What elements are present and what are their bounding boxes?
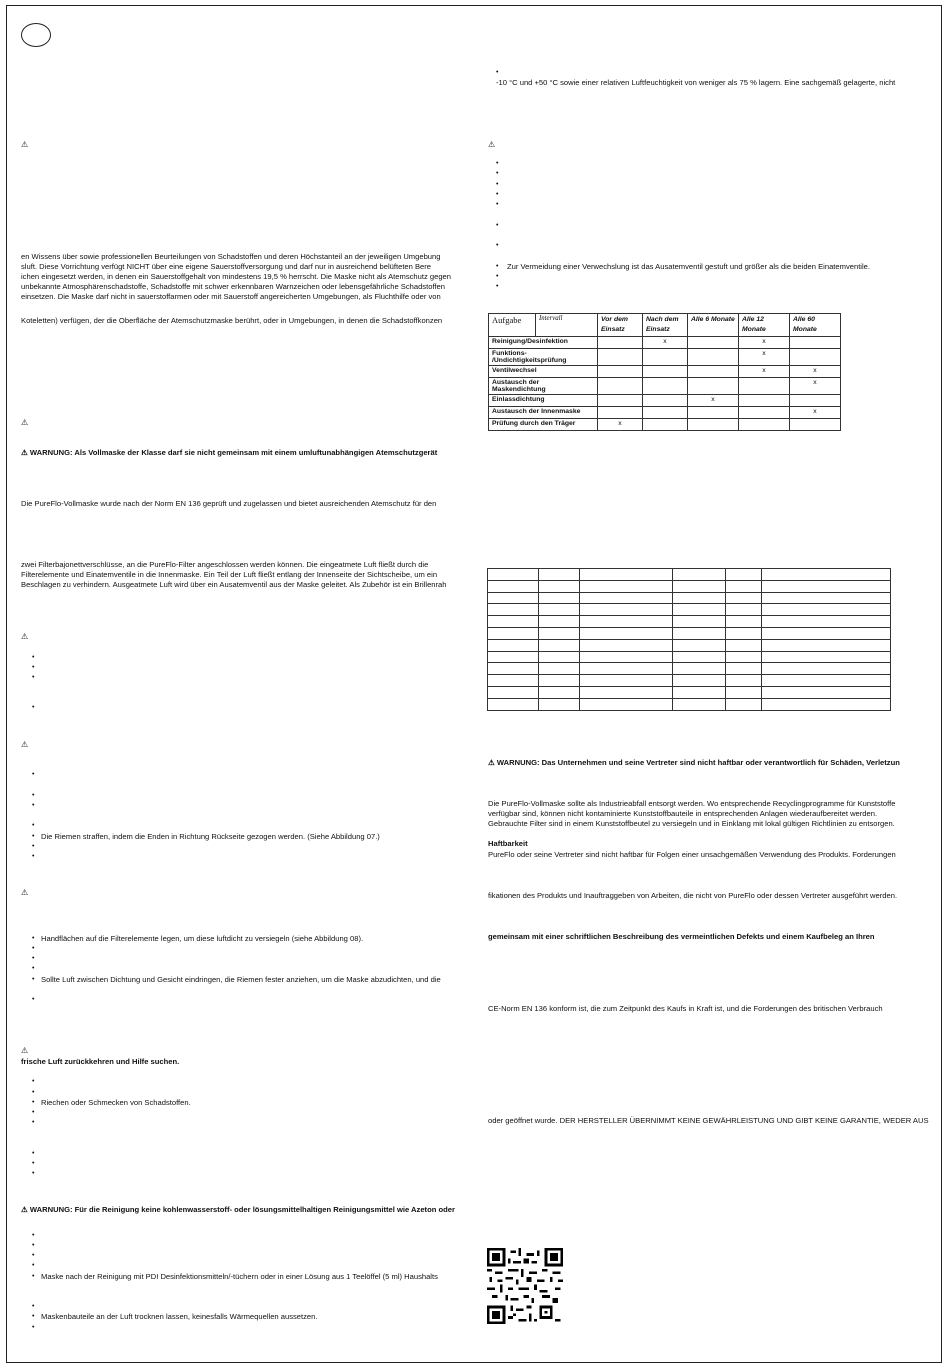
section-heading: Haftbarkeit bbox=[488, 839, 528, 848]
table-cell bbox=[762, 580, 891, 592]
mark-cell bbox=[739, 407, 790, 419]
paragraph-line: en Wissens über sowie professionellen Beurteilungen von Schadstoffen und deren Höchstanteil an der jeweiligen Umgebung bbox=[21, 252, 441, 261]
mark-cell bbox=[598, 337, 643, 349]
mark-cell: x bbox=[790, 378, 841, 395]
bullet: • bbox=[496, 170, 499, 177]
table-cell bbox=[762, 698, 891, 710]
table-cell bbox=[580, 592, 673, 604]
table-cell bbox=[539, 651, 580, 663]
mark-cell bbox=[739, 395, 790, 407]
table-row bbox=[489, 378, 841, 395]
header-cell: Vor dem Einsatz bbox=[598, 314, 643, 337]
table-cell bbox=[580, 569, 673, 581]
bullet: • bbox=[32, 1262, 35, 1269]
task-cell: Einlassdichtung bbox=[489, 395, 598, 407]
bullet: • bbox=[32, 1242, 35, 1249]
warning-icon: ⚠ bbox=[21, 418, 29, 427]
task-cell: Austausch der Maskendichtung bbox=[489, 378, 598, 395]
paragraph-line: Koteletten) verfügen, der die Oberfläche der Atemschutzmaske berührt, oder in Umgebungen, in denen die Schadstoffkonzen bbox=[21, 316, 443, 325]
table-cell bbox=[539, 569, 580, 581]
table-row bbox=[489, 337, 841, 349]
table-cell bbox=[726, 569, 762, 581]
paragraph-line: Die PureFlo-Vollmaske sollte als Industrieabfall entsorgt werden. Wo entsprechende Recyclingprogramme für Kunststoffe bbox=[488, 799, 896, 808]
table-cell bbox=[488, 616, 539, 628]
list-item: Sollte Luft zwischen Dichtung und Gesicht eindringen, die Riemen fester anziehen, um die Maske abzudichten, und die bbox=[41, 975, 441, 984]
mark-cell bbox=[598, 378, 643, 395]
table-cell bbox=[488, 569, 539, 581]
paragraph-line: Gebrauchte Filter sind in einem Kunststoffbeutel zu versiegeln und in Einklang mit lokal gültigen Richtlinien zu entsorgen. bbox=[488, 819, 895, 828]
bullet: • bbox=[32, 674, 35, 681]
header-cell: Alle 6 Monate bbox=[688, 314, 739, 337]
bullet: • bbox=[496, 263, 499, 270]
paragraph-line: zwei Filterbajonettverschlüsse, an die PureFlo-Filter angeschlossen werden können. Die eingeatmete Luft fließt durch die bbox=[21, 560, 429, 569]
bullet: • bbox=[496, 222, 499, 229]
table-row bbox=[489, 395, 841, 407]
mark-cell: x bbox=[739, 337, 790, 349]
list-item: Riechen oder Schmecken von Schadstoffen. bbox=[41, 1098, 191, 1107]
table-cell bbox=[539, 592, 580, 604]
table-cell bbox=[726, 616, 762, 628]
bullet: • bbox=[32, 945, 35, 952]
mark-cell: x bbox=[598, 419, 643, 431]
table-row bbox=[488, 639, 891, 651]
bullet: • bbox=[32, 1099, 35, 1106]
table-cell bbox=[488, 686, 539, 698]
warning-text bbox=[488, 758, 900, 768]
table-cell bbox=[673, 686, 726, 698]
task-cell: Reinigung/Desinfektion bbox=[489, 337, 598, 349]
table-cell bbox=[580, 675, 673, 687]
bullet: • bbox=[32, 1303, 35, 1310]
mark-cell bbox=[739, 419, 790, 431]
table-cell bbox=[673, 604, 726, 616]
table-cell bbox=[762, 592, 891, 604]
bullet: • bbox=[496, 191, 499, 198]
table-row bbox=[488, 592, 891, 604]
table-cell bbox=[726, 686, 762, 698]
list-item: Die Riemen straffen, indem die Enden in Richtung Rückseite gezogen werden. (Siehe Abbildung 07.) bbox=[41, 832, 380, 841]
paragraph-line: gemeinsam mit einer schriftlichen Beschreibung des vermeintlichen Defekts und einem Kaufbeleg an Ihren bbox=[488, 932, 875, 941]
bullet: • bbox=[32, 853, 35, 860]
logo-circle bbox=[21, 23, 51, 47]
bullet: • bbox=[32, 654, 35, 661]
paragraph-line: Die PureFlo-Vollmaske wurde nach der Norm EN 136 geprüft und zugelassen und bietet ausreichenden Atemschutz für den bbox=[21, 499, 437, 508]
mark-cell: x bbox=[790, 366, 841, 378]
bullet: • bbox=[496, 283, 499, 290]
table-cell bbox=[580, 580, 673, 592]
mark-cell: x bbox=[688, 395, 739, 407]
paragraph-line: einsetzen. Die Maske darf nicht in sauerstoffarmen oder mit Sauerstoff angereicherten Umgebungen, als Fluchthilfe oder von bbox=[21, 292, 441, 301]
bullet: • bbox=[32, 1160, 35, 1167]
instruction-heading: frische Luft zurückkehren und Hilfe suchen. bbox=[21, 1057, 180, 1066]
bullet: • bbox=[32, 802, 35, 809]
table-cell bbox=[539, 686, 580, 698]
bullet: • bbox=[32, 965, 35, 972]
table-cell bbox=[488, 592, 539, 604]
table-cell bbox=[762, 651, 891, 663]
header-cell: Alle 12 Monate bbox=[739, 314, 790, 337]
table-cell bbox=[488, 675, 539, 687]
bullet: • bbox=[32, 955, 35, 962]
table-cell bbox=[580, 604, 673, 616]
warning-icon: ⚠ bbox=[21, 1205, 30, 1214]
table-cell bbox=[673, 569, 726, 581]
mark-cell bbox=[688, 337, 739, 349]
mark-cell bbox=[790, 419, 841, 431]
table-cell bbox=[580, 651, 673, 663]
bullet: • bbox=[32, 1119, 35, 1126]
bullet: • bbox=[32, 1232, 35, 1239]
table-cell bbox=[488, 604, 539, 616]
bullet: • bbox=[32, 1170, 35, 1177]
empty-table bbox=[487, 568, 891, 711]
table-row bbox=[488, 663, 891, 675]
mark-cell bbox=[598, 395, 643, 407]
table-cell bbox=[539, 627, 580, 639]
list-item: Handflächen auf die Filterelemente legen, um diese luftdicht zu versiegeln (siehe Abbildung 08). bbox=[41, 934, 364, 943]
table-cell bbox=[580, 616, 673, 628]
bullet: • bbox=[32, 1324, 35, 1331]
table-cell bbox=[726, 580, 762, 592]
table-cell bbox=[762, 639, 891, 651]
header-cell: Aufgabe bbox=[489, 314, 536, 337]
bullet: • bbox=[32, 1078, 35, 1085]
warning-icon: ⚠ bbox=[21, 888, 29, 897]
table-row bbox=[489, 366, 841, 378]
bullet: • bbox=[32, 833, 35, 840]
table-cell bbox=[673, 592, 726, 604]
list-item: Zur Vermeidung einer Verwechslung ist das Ausatemventil gestuft und größer als die beiden Einatemventile. bbox=[507, 262, 871, 271]
bullet: • bbox=[496, 201, 499, 208]
warning-icon: ⚠ bbox=[21, 448, 30, 457]
bullet: • bbox=[32, 771, 35, 778]
table-row bbox=[488, 651, 891, 663]
table-cell bbox=[726, 627, 762, 639]
table-row bbox=[488, 569, 891, 581]
warning-text bbox=[21, 448, 437, 458]
table-row bbox=[488, 675, 891, 687]
mark-cell bbox=[688, 378, 739, 395]
warning-icon: ⚠ bbox=[21, 140, 29, 149]
table-row bbox=[488, 686, 891, 698]
table-cell bbox=[539, 604, 580, 616]
table-cell bbox=[488, 651, 539, 663]
warning-label: WARNUNG: Als Vollmaske der Klasse darf sie nicht gemeinsam mit einem umluftunabhängigen Atemschutzgerät bbox=[29, 448, 438, 457]
bullet: • bbox=[32, 664, 35, 671]
bullet: • bbox=[32, 1252, 35, 1259]
paragraph-line: verfügbar sind, können nicht kontaminierte Kunststoffbauteile in entsprechenden Anlagen wiederaufbereitet werden. bbox=[488, 809, 878, 818]
warning-icon: ⚠ bbox=[21, 740, 29, 749]
paragraph-line: Beschlagen zu verhindern. Ausgeatmete Luft wird über ein Ausatemventil aus der Maske geleitet. Als Zubehör ist ein Brillenrah bbox=[21, 580, 447, 589]
table-cell bbox=[488, 698, 539, 710]
task-cell: Austausch der Innenmaske bbox=[489, 407, 598, 419]
warning-icon: ⚠ bbox=[21, 1046, 29, 1055]
mark-cell: x bbox=[790, 407, 841, 419]
table-cell bbox=[580, 627, 673, 639]
paragraph-line: fikationen des Produkts und Inauftraggeben von Arbeiten, die nicht von PureFlo oder dessen Vertreter ausgeführt werden. bbox=[488, 891, 898, 900]
table-cell bbox=[539, 616, 580, 628]
table-cell bbox=[726, 592, 762, 604]
paragraph-line: ichen eingesetzt werden, in denen ein Sauerstoffgehalt von mindestens 19,5 % herrscht. Die Maske nicht als Atemschutz gegen bbox=[21, 272, 452, 281]
mark-cell bbox=[643, 378, 688, 395]
table-cell bbox=[762, 686, 891, 698]
mark-cell bbox=[643, 395, 688, 407]
mark-cell bbox=[790, 337, 841, 349]
header-cell: Alle 60 Monate bbox=[790, 314, 841, 337]
table-cell bbox=[762, 616, 891, 628]
mark-cell: x bbox=[739, 349, 790, 366]
table-cell bbox=[673, 698, 726, 710]
list-item: Maskenbauteile an der Luft trocknen lassen, keinesfalls Wärmequellen aussetzen. bbox=[41, 1312, 318, 1321]
bullet: • bbox=[32, 704, 35, 711]
mark-cell bbox=[790, 349, 841, 366]
mark-cell bbox=[643, 407, 688, 419]
paragraph-line: Filterelemente und Einatemventile in die Innenmaske. Ein Teil der Luft fließt entlang der Innenseite der Sichtscheibe, um ein bbox=[21, 570, 438, 579]
table-row bbox=[489, 419, 841, 431]
table-cell bbox=[539, 663, 580, 675]
header-cell: Intervall bbox=[536, 314, 598, 337]
task-cell: Funktions- /Undichtigkeitsprüfung bbox=[489, 349, 598, 366]
table-cell bbox=[488, 627, 539, 639]
paragraph-line: oder geöffnet wurde. DER HERSTELLER ÜBERNIMMT KEINE GEWÄHRLEISTUNG UND GIBT KEINE GARANTIE, WEDER AUS bbox=[488, 1116, 929, 1125]
table-row bbox=[488, 698, 891, 710]
table-cell bbox=[673, 616, 726, 628]
table-cell bbox=[580, 663, 673, 675]
paragraph-line: sluft. Diese Vorrichtung verfügt NICHT über eine eigene Sauerstoffversorgung und darf nur in ausreichend belüfteten Bere bbox=[21, 262, 432, 271]
table-row bbox=[488, 580, 891, 592]
mark-cell bbox=[739, 378, 790, 395]
bullet: • bbox=[32, 1273, 35, 1280]
mark-cell bbox=[688, 419, 739, 431]
table-cell bbox=[488, 580, 539, 592]
maintenance-table bbox=[488, 313, 841, 431]
table-cell bbox=[762, 663, 891, 675]
mark-cell bbox=[598, 366, 643, 378]
mark-cell bbox=[598, 407, 643, 419]
table-cell bbox=[762, 675, 891, 687]
mark-cell bbox=[643, 419, 688, 431]
table-cell bbox=[762, 627, 891, 639]
bullet: • bbox=[496, 69, 499, 76]
table-cell bbox=[726, 639, 762, 651]
mark-cell bbox=[688, 407, 739, 419]
bullet: • bbox=[32, 976, 35, 983]
bullet: • bbox=[32, 843, 35, 850]
bullet: • bbox=[32, 1313, 35, 1320]
table-row bbox=[488, 627, 891, 639]
table-cell bbox=[580, 698, 673, 710]
table-row bbox=[489, 349, 841, 366]
table-cell bbox=[762, 604, 891, 616]
warning-label: WARNUNG: Für die Reinigung keine kohlenwasserstoff- oder lösungsmittelhaltigen Reinigungsmittel wie Azeton oder bbox=[29, 1205, 455, 1214]
mark-cell bbox=[688, 349, 739, 366]
bullet: • bbox=[496, 242, 499, 249]
table-row bbox=[489, 407, 841, 419]
table-cell bbox=[673, 580, 726, 592]
mark-cell bbox=[643, 349, 688, 366]
bullet: • bbox=[496, 273, 499, 280]
table-cell bbox=[673, 639, 726, 651]
list-item: Maske nach der Reinigung mit PDI Desinfektionsmitteln/-tüchern oder in einer Lösung aus 1 Teelöffel (5 ml) Haushalts bbox=[41, 1272, 438, 1281]
table-cell bbox=[673, 663, 726, 675]
mark-cell bbox=[598, 349, 643, 366]
table-header-row bbox=[489, 314, 841, 337]
table-cell bbox=[726, 663, 762, 675]
table-cell bbox=[726, 675, 762, 687]
table-cell bbox=[726, 651, 762, 663]
bullet: • bbox=[496, 181, 499, 188]
mark-cell bbox=[790, 395, 841, 407]
paragraph-line: CE-Norm EN 136 konform ist, die zum Zeitpunkt des Kaufs in Kraft ist, und die Forderungen des britischen Verbrauch bbox=[488, 1004, 883, 1013]
task-cell: Prüfung durch den Träger bbox=[489, 419, 598, 431]
bullet: • bbox=[32, 1150, 35, 1157]
mark-cell bbox=[688, 366, 739, 378]
table-cell bbox=[726, 604, 762, 616]
warning-icon: ⚠ bbox=[488, 140, 496, 149]
bullet: • bbox=[32, 822, 35, 829]
bullet: • bbox=[32, 996, 35, 1003]
table-cell bbox=[488, 639, 539, 651]
table-cell bbox=[580, 686, 673, 698]
table-row bbox=[488, 616, 891, 628]
warning-label: WARNUNG: Das Unternehmen und seine Vertreter sind nicht haftbar oder verantwortlich für Schäden, Verletzun bbox=[496, 758, 900, 767]
warning-icon: ⚠ bbox=[21, 632, 29, 641]
bullet: • bbox=[32, 1089, 35, 1096]
table-cell bbox=[580, 639, 673, 651]
mark-cell: x bbox=[643, 337, 688, 349]
table-cell bbox=[673, 627, 726, 639]
table-cell bbox=[539, 580, 580, 592]
bullet: • bbox=[32, 935, 35, 942]
warning-text bbox=[21, 1205, 455, 1215]
table-cell bbox=[673, 675, 726, 687]
warning-icon: ⚠ bbox=[488, 758, 497, 767]
table-cell bbox=[539, 698, 580, 710]
mark-cell: x bbox=[739, 366, 790, 378]
mark-cell bbox=[643, 366, 688, 378]
table-cell bbox=[726, 698, 762, 710]
table-row bbox=[488, 604, 891, 616]
task-cell: Ventilwechsel bbox=[489, 366, 598, 378]
qr-code[interactable] bbox=[487, 1248, 563, 1324]
table-cell bbox=[539, 675, 580, 687]
table-cell bbox=[539, 639, 580, 651]
table-cell bbox=[762, 569, 891, 581]
paragraph-line: -10 °C und +50 °C sowie einer relativen Luftfeuchtigkeit von weniger als 75 % lagern. Eine sachgemäß gelagerte, nicht bbox=[496, 78, 896, 87]
bullet: • bbox=[32, 792, 35, 799]
table-cell bbox=[673, 651, 726, 663]
header-cell: Nach dem Einsatz bbox=[643, 314, 688, 337]
bullet: • bbox=[32, 1109, 35, 1116]
paragraph-line: unbekannte Atmosphärenschadstoffe, Schadstoffe mit schwer erkennbaren Warnzeichen oder lebensgefährliche Schadstoffen bbox=[21, 282, 445, 291]
bullet: • bbox=[496, 160, 499, 167]
paragraph-line: PureFlo oder seine Vertreter sind nicht haftbar für Folgen einer unsachgemäßen Verwendung des Produkts. Forderungen bbox=[488, 850, 896, 859]
table-cell bbox=[488, 663, 539, 675]
